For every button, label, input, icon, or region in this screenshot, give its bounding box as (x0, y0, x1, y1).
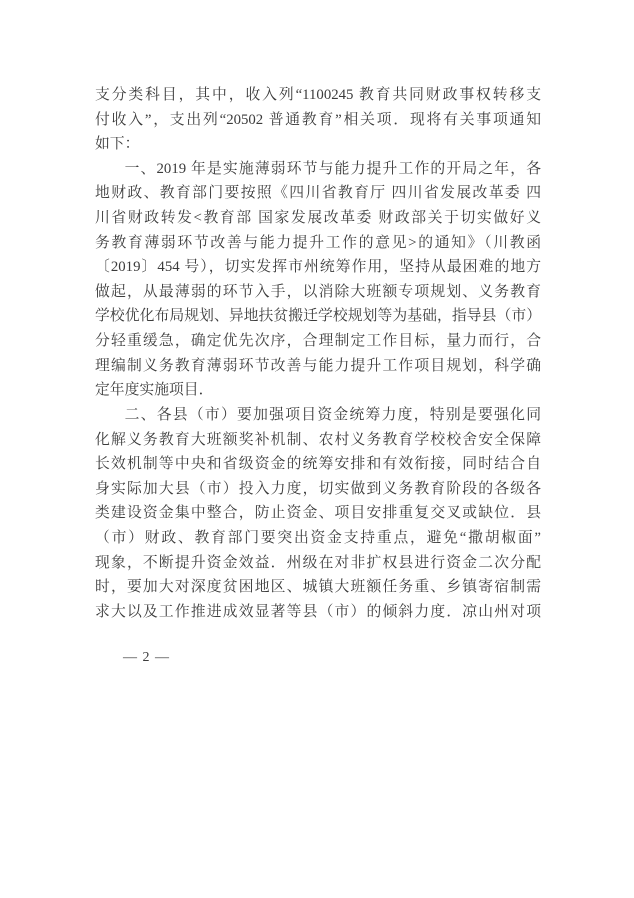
text-line: 如下： (95, 136, 140, 153)
text-line: 〔2019〕454 号），切实发挥市州统筹作用，坚持从最困难的地方 (95, 259, 541, 276)
page-number: — 2 — (123, 650, 170, 665)
document-text (95, 83, 541, 624)
text-line: 一、2019 年是实施薄弱环节与能力提升工作的开局之年，各 (124, 160, 541, 177)
text-line: 支分类科目，其中，收入列“1100245 教育共同财政事权转移支 (95, 87, 541, 103)
text-line: 川省财政转发<教育部 国家发展改革委 财政部关于切实做好义 (95, 210, 541, 227)
text-line: 身实际加大县（市）投入力度，切实做到义务教育阶段的各级各 (95, 480, 541, 497)
text-line: 付收入”，支出列“20502 普通教育”相关项．现将有关事项通知 (95, 111, 541, 128)
text-line: 定年度实施项目． (95, 382, 214, 399)
text-line: 学校优化布局规划、异地扶贫搬迁学校规划等为基础，指导县（市） (95, 308, 541, 325)
text-line: 类建设资金集中整合，防止资金、项目安排重复交叉或缺位．县 (95, 505, 541, 522)
text-line: 分轻重缓急，确定优先次序，合理制定工作目标，量力而行，合 (95, 333, 541, 350)
text-line: 务教育薄弱环节改善与能力提升工作的意见>的通知》（川教函 (95, 234, 541, 251)
text-line: 做起，从最薄弱的环节入手，以消除大班额专项规划、义务教育 (95, 283, 541, 300)
text-line: 现象，不断提升资金效益．州级在对非扩权县进行资金二次分配 (95, 554, 541, 571)
text-line: 地财政、教育部门要按照《四川省教育厅 四川省发展改革委 四 (95, 185, 541, 202)
text-line: 理编制义务教育薄弱环节改善与能力提升工作项目规划，科学确 (95, 357, 541, 374)
text-line: 长效机制等中央和省级资金的统筹安排和有效衔接，同时结合自 (95, 456, 541, 473)
text-line: 化解义务教育大班额奖补机制、农村义务教育学校校舍安全保障 (95, 431, 541, 448)
text-line: 求大以及工作推进成效显著等县（市）的倾斜力度．凉山州对项 (95, 603, 541, 620)
text-line: 时，要加大对深度贫困地区、城镇大班额任务重、乡镇寄宿制需 (95, 579, 541, 596)
text-line: 二、各县（市）要加强项目资金统筹力度，特别是要强化同 (124, 406, 541, 423)
text-line: （市）财政、教育部门要突出资金支持重点，避免“撒胡椒面” (95, 529, 541, 546)
